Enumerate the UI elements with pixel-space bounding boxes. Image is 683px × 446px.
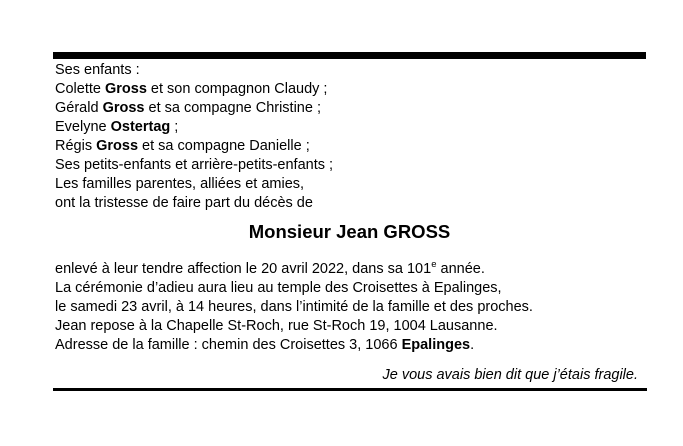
text-segment: le samedi 23 avril, à 14 heures, dans l’intimité de la famille et des proches. [55, 299, 533, 315]
surname-bold: Ostertag [110, 119, 171, 135]
text-segment: et sa compagne Danielle ; [138, 138, 310, 154]
ceremony-details [55, 260, 655, 355]
text-segment: Colette [55, 81, 105, 97]
text-segment: enlevé à leur tendre affection le 20 avril 2022, dans sa 101 [55, 261, 432, 277]
text-segment: Adresse de la famille : chemin des Croisettes 3, 1066 [55, 337, 402, 353]
details-line-chapel [55, 317, 655, 336]
family-line-grandchildren [55, 156, 635, 175]
family-line-gerald [55, 99, 635, 118]
text-segment: et sa compagne Christine ; [144, 100, 321, 116]
text-segment: ; [170, 119, 179, 135]
text-segment: Evelyne [55, 119, 111, 135]
surname-bold: Gross [102, 100, 145, 116]
family-line-intro [55, 61, 635, 80]
text-segment: Régis [55, 138, 97, 154]
details-line-death [55, 260, 655, 279]
text-segment: année. [436, 261, 485, 277]
text-segment: Ses petits-enfants et arrière-petits-enfants ; [55, 157, 334, 173]
text-segment: ont la tristesse de faire part du décès de [55, 195, 313, 211]
closing-quote: Je vous avais bien dit que j’étais fragile. [382, 367, 638, 383]
family-list [55, 61, 635, 213]
surname-bold: Gross [96, 138, 139, 154]
text-segment: Ses enfants : [55, 62, 140, 78]
family-line-colette [55, 80, 635, 99]
text-segment: Jean repose à la Chapelle St-Roch, rue St-Roch 19, 1004 Lausanne. [55, 318, 498, 334]
ordinal-superscript: e [431, 259, 437, 271]
deceased-name: Monsieur Jean GROSS [248, 221, 451, 242]
details-line-address [55, 336, 655, 355]
place-bold: Epalinges [401, 337, 471, 353]
surname-bold: Gross [104, 81, 147, 97]
top-rule [53, 52, 646, 59]
family-line-regis [55, 137, 635, 156]
text-segment: . [470, 337, 475, 353]
bottom-rule [53, 388, 647, 391]
text-segment: Gérald [55, 100, 103, 116]
family-line-families [55, 175, 635, 194]
text-segment: La cérémonie d’adieu aura lieu au temple des Croisettes à Epalinges, [55, 280, 502, 296]
family-line-announcement [55, 194, 635, 213]
details-line-date [55, 298, 655, 317]
text-segment: Les familles parentes, alliées et amies, [55, 176, 305, 192]
text-segment: et son compagnon Claudy ; [146, 81, 328, 97]
details-line-ceremony [55, 279, 655, 298]
family-line-evelyne [55, 118, 635, 137]
